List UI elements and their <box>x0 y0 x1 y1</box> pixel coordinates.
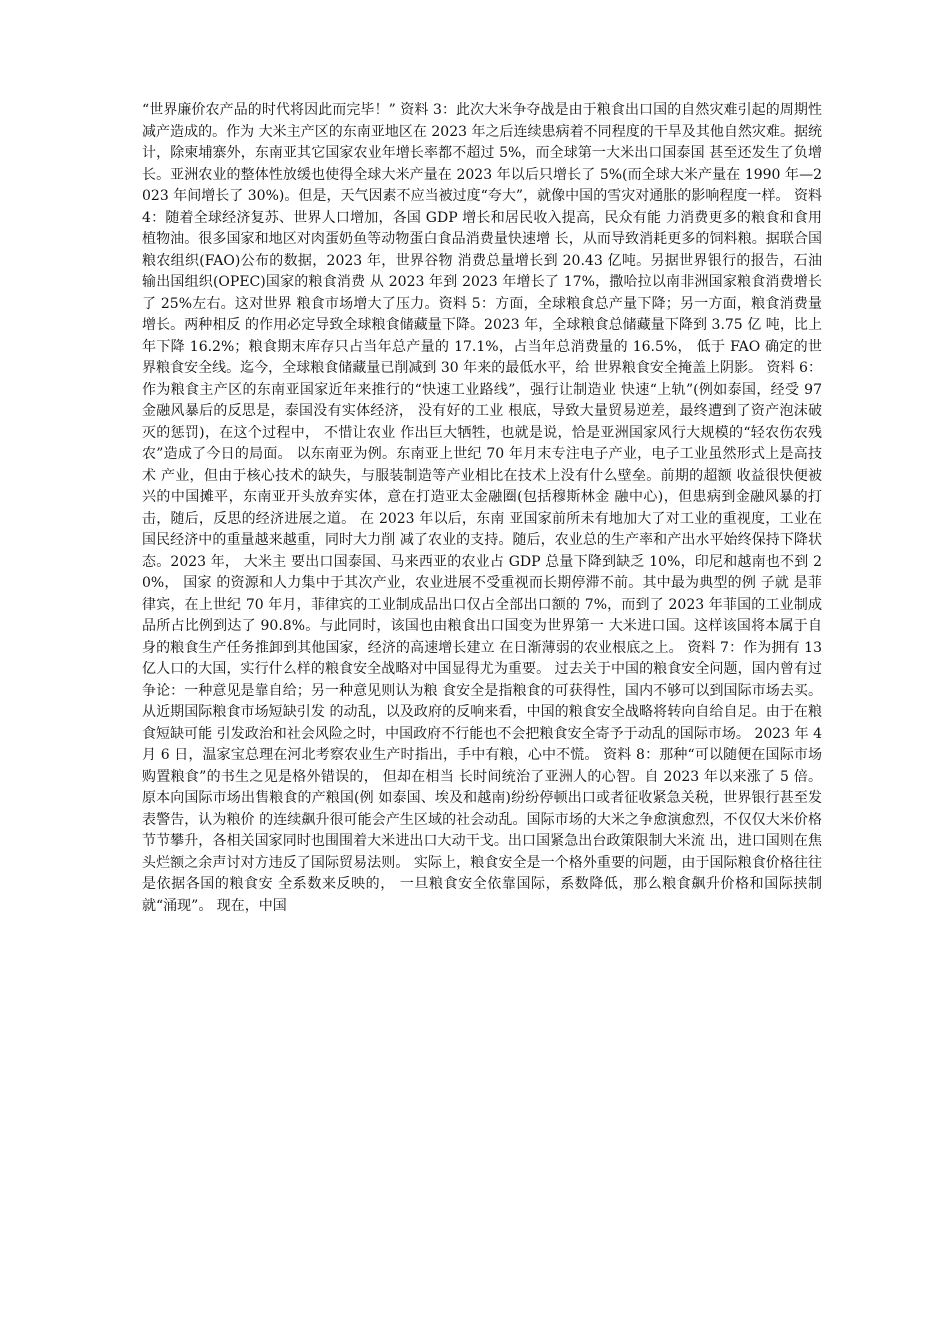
body-paragraph: “世界廉价农产品的时代将因此而完毕！” 资料 3：此次大米争夺战是由于粮食出口国的自然灾难引起的周期性减产造成的。作为 大米主产区的东南亚地区在 2023 年之后连续患病着不同程度的干旱及其他自然灾难。据统 计，除柬埔寨外，东南亚其它国家农业年增长率都不超过 5%，而全球第一大米出口国泰国 甚至还发生了负增长。亚洲农业的整体性放缓也使得全球大米产量在 2023 年以后只增长了 5%(而全球大米产量在 1990 年—2023 年间增长了 30%)。但是，天气因素不应当被过度“夸大”，就像中国的雪灾对通胀的影响程度一样。 资料 4：随着全球经济复苏、世界人口增加，各国 GDP 增长和居民收入提高，民众有能 力消费更多的粮食和食用植物油。很多国家和地区对肉蛋奶鱼等动物蛋白食品消费量快速增 长，从而导致消耗更多的饲料粮。据联合国粮农组织(FAO)公布的数据，2023 年，世界谷物 消费总量增长到 20.43 亿吨。另据世界银行的报告，石油输出国组织(OPEC)国家的粮食消费 从 2023 年到 2023 年增长了 17%，撒哈拉以南非洲国家粮食消费增长了 25%左右。这对世界 粮食市场增大了压力。资料 5：方面，全球粮食总产量下降；另一方面，粮食消费量增长。两种相反 的作用必定导致全球粮食储藏量下降。2023 年，全球粮食总储藏量下降到 3.75 亿 吨，比上年下降 16.2%；粮食期末库存只占当年总产量的 17.1%，占当年总消费量的 16.5%， 低于 FAO 确定的世界粮食安全线。迄今，全球粮食储藏量已削减到 30 年来的最低水平，给 世界粮食安全掩盖上阴影。 资料 6：作为粮食主产区的东南亚国家近年来推行的“快速工业路线”，强行让制造业 快速“上轨”(例如泰国，经受 97 金融风暴后的反思是，泰国没有实体经济， 没有好的工业 根底，导致大量贸易逆差，最终遭到了资产泡沫破灭的惩罚)，在这个过程中， 不惜让农业 作出巨大牺牲，也就是说，恰是亚洲国家风行大规模的“轻农伤农残农”造成了今日的局面。 以东南亚为例。东南亚上世纪 70 年月末专注电子产业，电子工业虽然形式上是高技术 产业，但由于核心技术的缺失，与服装制造等产业相比在技术上没有什么壁垒。前期的超额 收益很快便被兴的中国摊平，东南亚开头放弃实体，意在打造亚太金融圈(包括穆斯林金 融中心)，但患病到金融风暴的打击，随后，反思的经济进展之道。 在 2023 年以后，东南 亚国家前所未有地加大了对工业的重视度，工业在国民经济中的重量越来越重，同时大力削 减了农业的支持。随后，农业总的生产率和产出水平始终保持下降状态。2023 年， 大米主 要出口国泰国、马来西亚的农业占 GDP 总量下降到缺乏 10%，印尼和越南也不到 20%， 国家 的资源和人力集中于其次产业，农业进展不受重视而长期停滞不前。其中最为典型的例 子就 是菲律宾，在上世纪 70 年月，菲律宾的工业制成品出口仅占全部出口额的 7%，而到了 2023 年菲国的工业制成品所占比例到达了 90.8%。与此同时，该国也由粮食出口国变为世界第一 大米进口国。这样该国将本属于自身的粮食生产任务推卸到其他国家，经济的高速增长建立 在日渐薄弱的农业根底之上。 资料 7：作为拥有 13 亿人口的大国，实行什么样的粮食安全战略对中国显得尤为重要。 过去关于中国的粮食安全问题，国内曾有过争论：一种意见是靠自给；另一种意见则认为粮 食安全是指粮食的可获得性，国内不够可以到国际市场去买。从近期国际粮食市场短缺引发 的动乱，以及政府的反响来看，中国的粮食安全战略将转向自给自足。由于在粮食短缺可能 引发政治和社会风险之时，中国政府不行能也不会把粮食安全寄予于动乱的国际市场。 2023 年 4 月 6 日，温家宝总理在河北考察农业生产时指出，手中有粮，心中不慌。 资料 8：那种“可以随便在国际市场购置粮食”的书生之见是格外错误的， 但却在相当 长时间统治了亚洲人的心智。自 2023 年以来涨了 5 倍。原本向国际市场出售粮食的产粮国(例 如泰国、埃及和越南)纷纷停顿出口或者征收紧急关税，世界银行甚至发表警告，认为粮价 的连续飙升很可能会产生区域的社会动乱。国际市场的大米之争愈演愈烈，不仅仅大米价格 节节攀升，各相关国家同时也围围着大米进出口大动干戈。出口国紧急出台政策限制大米流 出，进口国则在焦头烂额之余声讨对方违反了国际贸易法则。 实际上，粮食安全是一个格外重要的问题，由于国际粮食价格往往是依据各国的粮食安 全系数来反映的， 一旦粮食安全依靠国际，系数降低，那么粮食飙升价格和国际挟制就“涌现”。 现在，中国 <box>142 102 822 914</box>
